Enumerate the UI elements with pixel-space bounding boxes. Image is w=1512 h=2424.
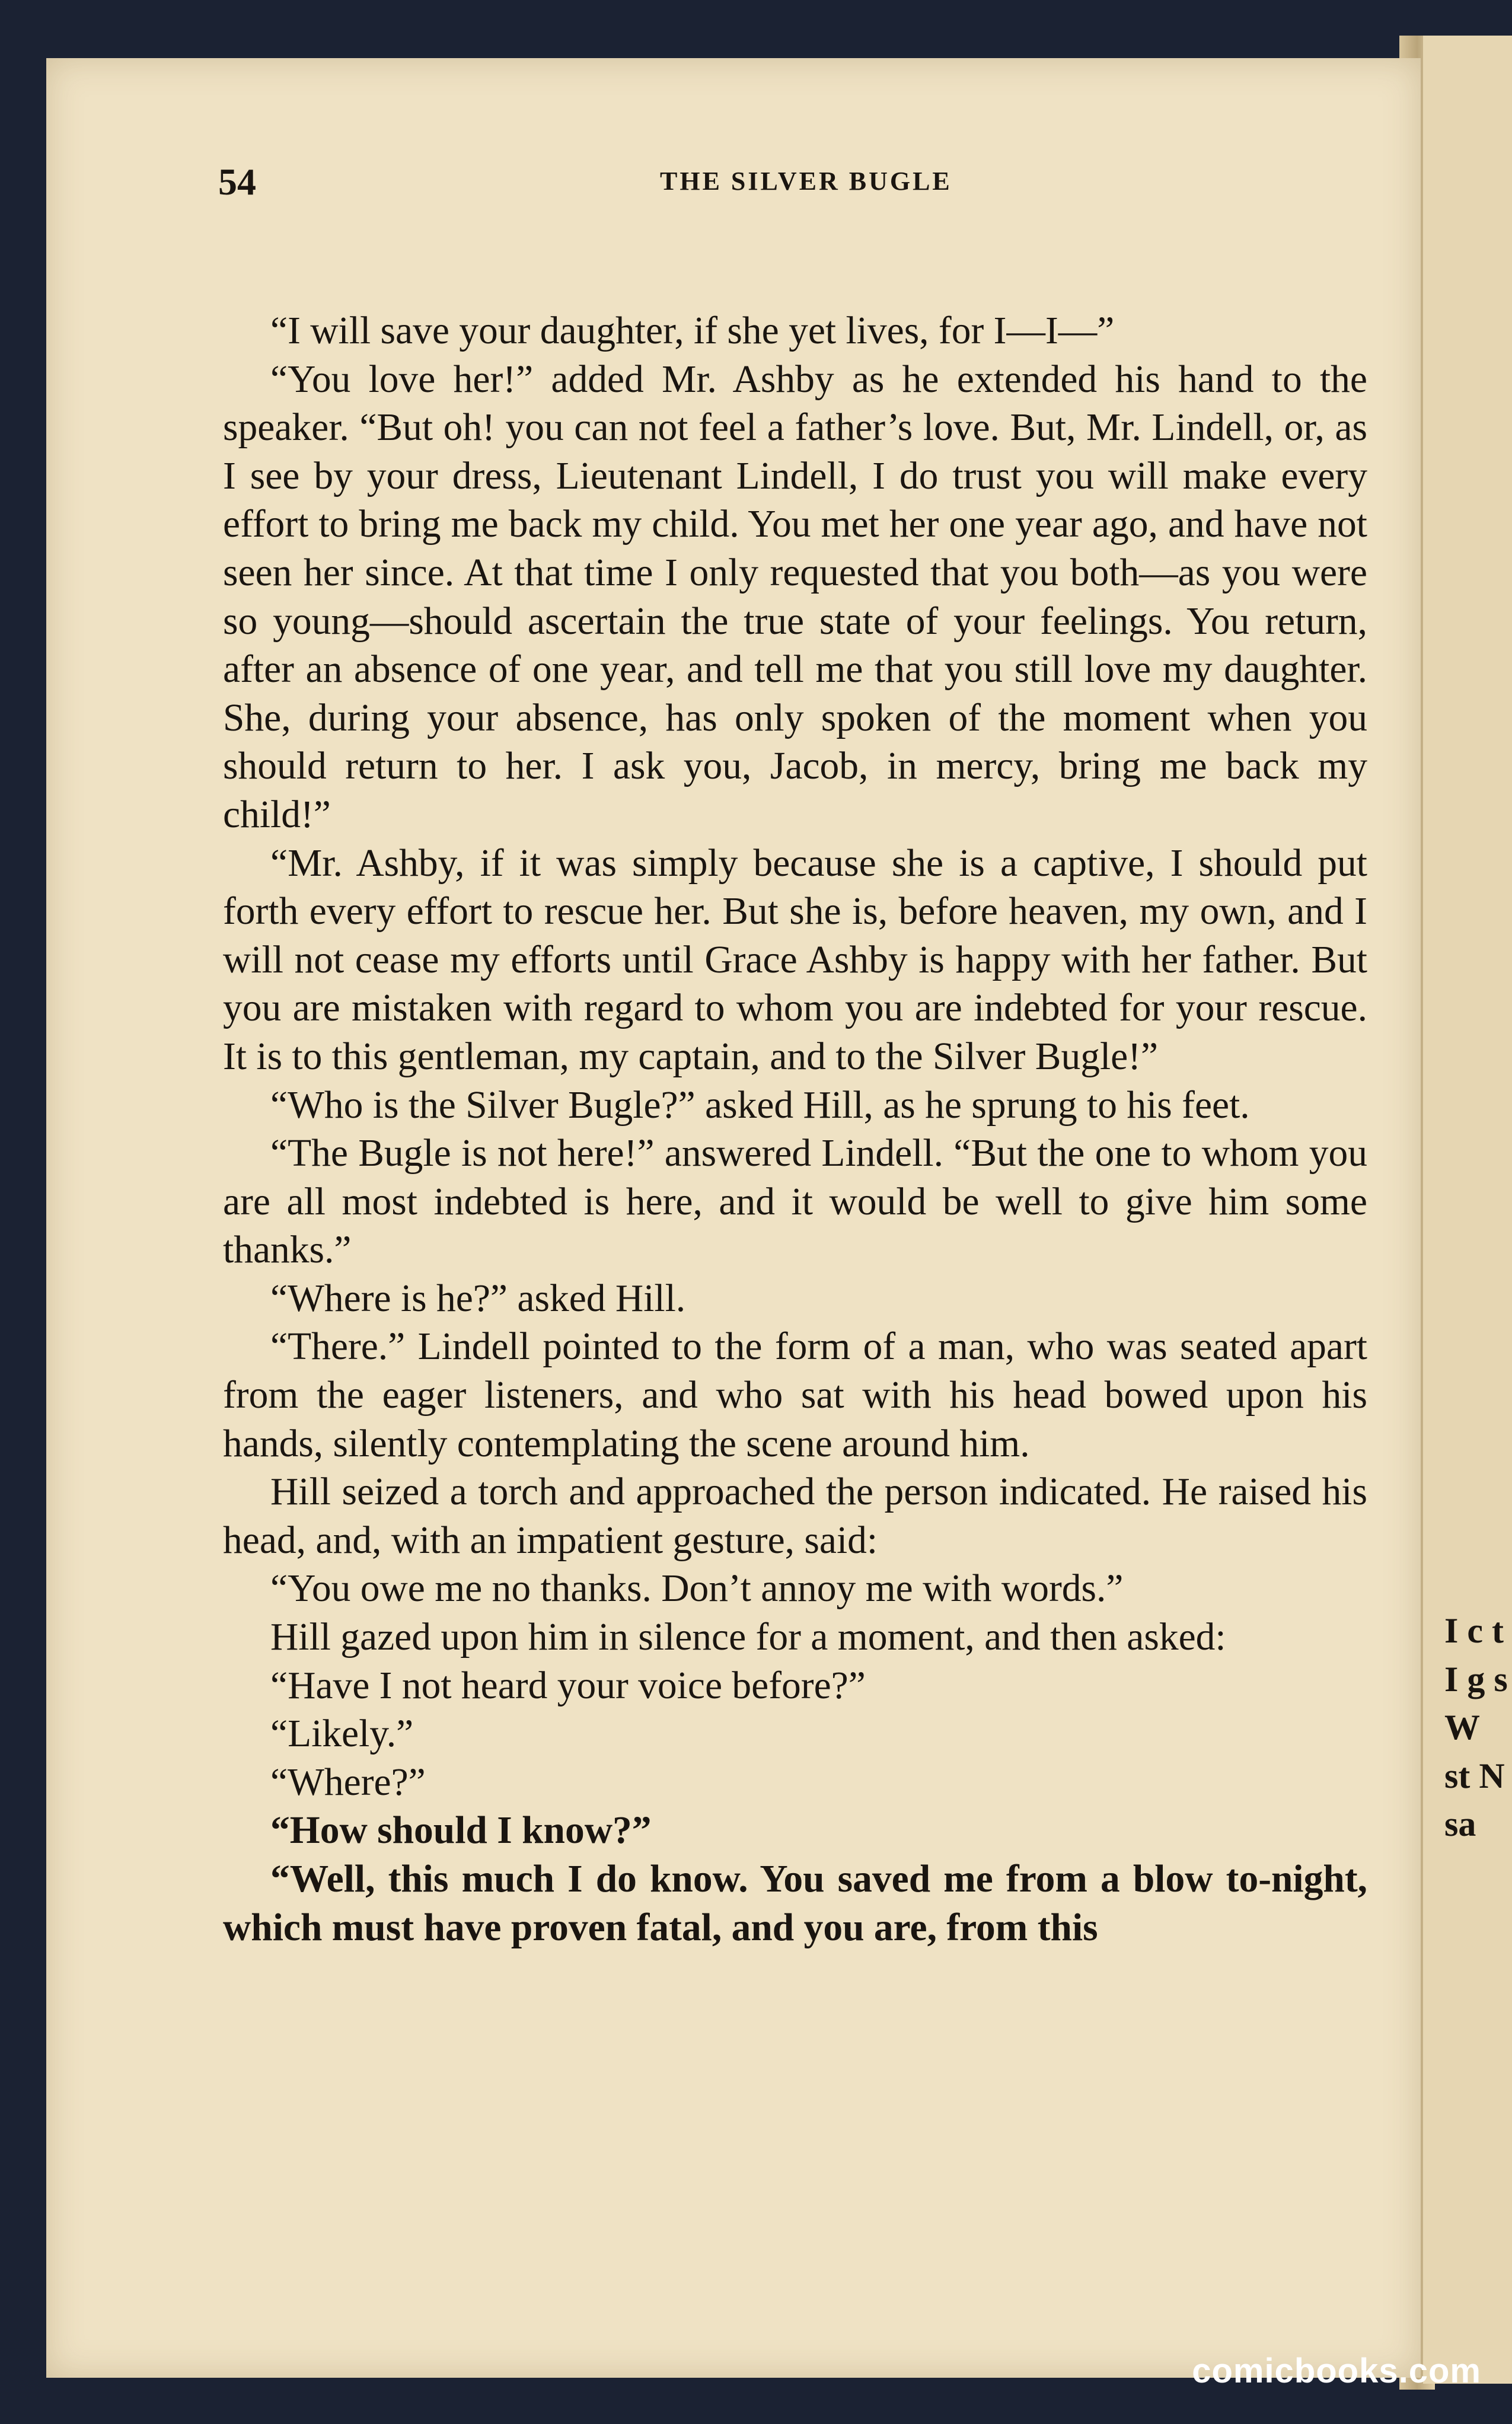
paragraph: “I will save your daughter, if she yet lives, for I—I—” — [270, 310, 1115, 352]
paragraph: “Where?” — [270, 1760, 426, 1804]
paragraph: “Likely.” — [270, 1712, 414, 1756]
running-title: THE SILVER BUGLE — [660, 167, 952, 196]
body-text — [223, 307, 1367, 1952]
paragraph: “How should I know?” — [270, 1809, 652, 1852]
paragraph: “Have I not heard your voice before?” — [270, 1664, 866, 1707]
paragraph: “You owe me no thanks. Don’t annoy me with words.” — [270, 1567, 1124, 1610]
facing-page-text-fragment: I c t I g s W st N sa — [1444, 1611, 1508, 1844]
paragraph: “Mr. Ashby, if it was simply because she is a captive, I should put forth every effort to rescue her. But she is, before heaven, my own, and I will not cease my efforts until Grace Ashby is happy with her father. But you are mistaken with regard to whom you are indebted for your rescue. It is to this gentleman, my captain, and to the Silver Bugle!” — [223, 841, 1367, 1078]
page-number: 54 — [218, 161, 256, 203]
book-page — [46, 58, 1421, 2378]
paragraph: “There.” Lindell pointed to the form of a man, who was seated apart from the eager listeners, and who sat with his head bowed upon his hands, silently contemplating the scene around him. — [223, 1325, 1367, 1465]
facing-page-edge — [1423, 36, 1512, 2384]
paragraph: Hill seized a torch and approached the person indicated. He raised his head, and, with an impatient gesture, said: — [223, 1471, 1367, 1562]
paragraph: “Where is he?” asked Hill. — [270, 1277, 686, 1320]
paragraph: “You love her!” added Mr. Ashby as he extended his hand to the speaker. “But oh! you can not feel a father’s love. But, Mr. Lindell, or, as I see by your dress, Lieutenant Lindell, I do trust you will make every effort to bring me back my child. You met her one year ago, and have not seen her since. At that time I only requested that you both—as you were so young—should ascertain the true state of your feelings. You return, after an absence of one year, and tell me that you still love my daughter. She, during your absence, has only spoken of the moment when you should return to her. I ask you, Jacob, in mercy, bring me back my child!” — [223, 358, 1367, 836]
paragraph: “Well, this much I do know. You saved me from a blow to-night, which must have proven fatal, and you are, from this — [223, 1858, 1367, 1949]
paragraph: Hill gazed upon him in silence for a moment, and then asked: — [270, 1616, 1226, 1659]
watermark: comicbooks.com — [1192, 2352, 1481, 2390]
paragraph: “Who is the Silver Bugle?” asked Hill, as he sprung to his feet. — [270, 1083, 1250, 1127]
paragraph: “The Bugle is not here!” answered Lindell. “But the one to whom you are all most indebted is here, and it would be well to give him some thanks.” — [223, 1132, 1367, 1272]
